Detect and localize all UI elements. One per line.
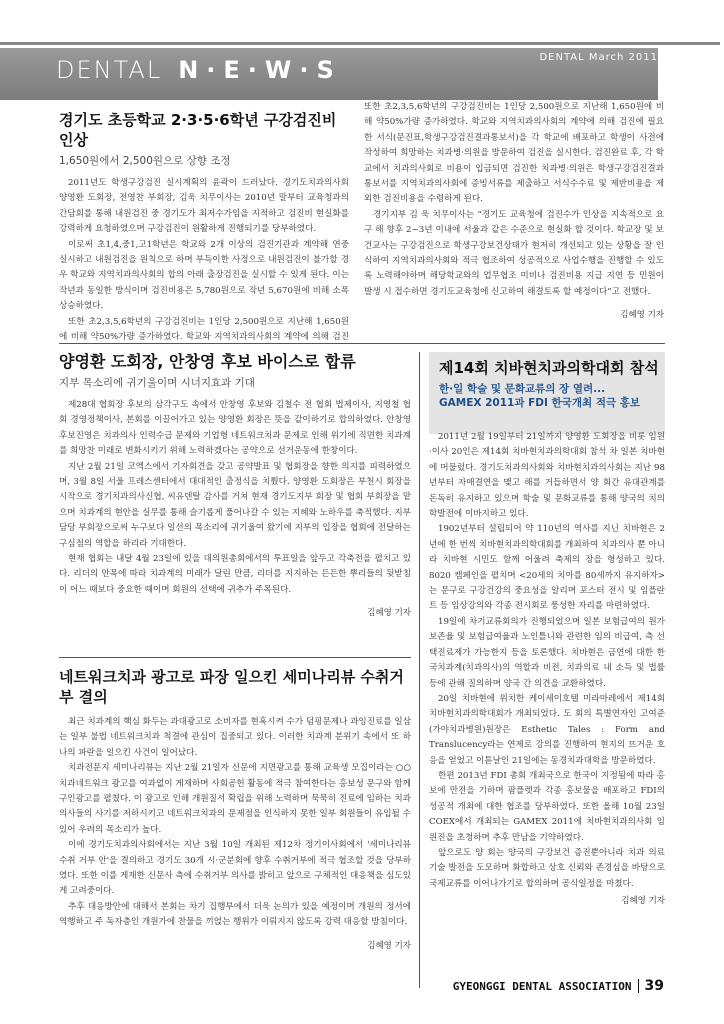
header-top-line — [0, 42, 720, 45]
article-4-paragraph: 앞으로도 양 회는 양국의 구강보건 증진뿐아니라 치과 의료 기술 발전을 도모하며 화합하고 상호 신뢰와 존경심을 바탕으로 국제교류를 이어나가기로 합의하며 공식일정을 마쳤다. — [429, 847, 665, 889]
article-4-title: 제14회 치바현치과의학대회 참석 — [439, 359, 659, 377]
article-2-body — [59, 398, 411, 598]
article-4-paragraph: 19일에 차기교류회의가 진행되었으며 일본 보험급여의 원가보존율 및 보험급여율과 노인틀니와 관련한 임의 비급여, 측 선택진료제가 가능한지 등을 토론했다. 치바현은 금연에 대한 한국치과계(치과의사)의 역할과 비전, 치과의료 내 소득 및 법률 등에 관해 질의하며 양국 간 의견을 교환하였다. — [429, 616, 665, 689]
article-2-title: 양영환 도회장, 안창영 후보 바이스로 합류 — [59, 352, 356, 371]
section-divider — [59, 657, 411, 658]
article-3-paragraph: 최근 치과계의 핵심 화두는 과대광고로 소비자를 현혹시켜 수가 덤핑문제나 과잉진료를 일삼는 일부 불법 네트워크치과 척결에 관심이 집중되고 있다. 이러한 치과계 분위기 속에서 또 하나의 파란을 일으킨 사건이 일어났다. — [59, 717, 411, 758]
article-4-subtitle-line-2: GAMEX 2011과 FDI 한국개최 적극 홍보 — [439, 397, 641, 409]
article-4-paragraph: 1902년부터 설립되어 약 110년의 역사를 지닌 치바현은 2년에 한 번씩 치바현치과의학대회를 개최하여 치과의사 뿐 아니라 치바현 시민도 함께 어울려 축제의 장을 형성하고 있다. 8020 캠페인을 펼치며 <20세의 치아를 80세까지 유지하자>는 문구로 구강건강의 중요성을 알리며 포스터 전시 및 임플란트 등 임상강의와 각종 전시회로 풍성한 자리를 마련하였다. — [429, 524, 665, 612]
masthead-news: N·E·W·S — [178, 56, 342, 84]
article-2-subtitle: 지부 목소리에 귀기울이며 시너지효과 기대 — [59, 377, 255, 389]
article-4-body — [429, 430, 665, 892]
article-3 — [59, 667, 411, 951]
article-2 — [59, 352, 411, 618]
article-2-paragraph: 현재 협회는 내달 4월 23일에 있을 대의원총회에서의 투표일을 앞두고 각축전을 펼치고 있다. 리더의 안목에 따라 치과계의 미래가 달린 만큼, 리더를 지지하는 든든한 뿌리들의 뒷받침이 어느 때보다 중요한 때이며 회원의 선택에 귀추가 주목된다. — [59, 554, 411, 595]
article-4-paragraph: 한편 2013년 FDI 총회 개최국으로 한국이 지정됨에 따라 홍보에 만전을 기하며 팜플렛과 각종 홍보물을 배포하고 FDI의 성공적 개최에 대한 협조를 당부하였다. 또한 올해 10월 23일 COEX에서 개최되는 GAMEX 2011에 치바현치과의사회 임원진을 초청하며 추후 만남을 기약하였다. — [429, 770, 665, 843]
article-2-paragraph: 지난 2월 21일 코엑스에서 기자회견을 갖고 공약발표 및 협회장을 향한 의지를 피력하였으며, 3월 8일 서울 프레스센터에서 대대적인 출정식을 치뤘다. 양영환 도회장은 부천시 회장을 시작으로 경기치과의사신협, 씨유덴탈 감사를 거쳐 현재 경기도지부 회장 및 협회 부회장을 맡으며 치과계의 현안을 실무를 통해 슬기롭게 풀어나갈 수 있는 지혜와 노하우를 축적했다. 지부담당 부회장으로써 누구보다 일선의 목소리에 귀기울여 왔기에 지부의 입장을 협회에 전달하는 구심점의 역할을 하리라 기대한다. — [59, 461, 411, 549]
article-1 — [59, 100, 349, 345]
article-1-body — [59, 176, 349, 345]
article-1-byline: 김혜영 기자 — [620, 310, 664, 321]
issue-label: DENTAL March 2011 — [539, 52, 658, 63]
footer-association: GYEONGGI DENTAL ASSOCIATION — [452, 979, 632, 993]
page-number: 39 — [644, 978, 664, 994]
masthead — [56, 56, 342, 96]
article-3-paragraph: 이에 경기도치과의사회에서는 지난 3월 10일 개최된 제12차 정기이사회에서 '세미나리뷰 수취 거부 안'을 결의하고 경기도 30개 시·군분회에 향후 수취거부에 적극 협조할 것을 당부하였다. 또한 이를 게재한 신문사 측에 수취거부 의사를 밝히고 앞으로 구체적인 대응책을 심도있게 고려중이다. — [59, 840, 411, 897]
article-4 — [429, 352, 665, 906]
masthead-dental: DENTAL — [56, 56, 163, 84]
section-divider — [59, 343, 665, 344]
article-3-paragraph: 추후 대응방안에 대해서 본회는 차기 집행부에서 더욱 논의가 있을 예정이며 개원의 정서에 역행하고 주 독자층인 개원가에 찬물을 끼얹는 행위가 이뤄지지 않도록 강력 대응할 방침이다. — [59, 901, 411, 928]
article-1-paragraph: 2011년도 학생구강검진 실시계획의 윤곽이 드러났다. 경기도치과의사회 양영환 도회장, 전영찬 부회장, 김욱 치무이사는 2010년 말부터 교육청과의 간담회를 통해 내원검진 중 경기도가 최저수가임을 지적하고 검진비 현실화를 강력하게 요청하였으며 구강검진이 원활하게 진행되기를 당부하였다. — [59, 178, 349, 235]
article-1-title: 경기도 초등학교 2·3·5·6학년 구강검진비 인상 — [59, 111, 337, 149]
article-3-byline: 김혜영 기자 — [367, 940, 411, 951]
article-2-byline: 김혜영 기자 — [367, 608, 411, 619]
article-3-title: 네트워크치과 광고로 파장 일으킨 세미나리뷰 수취거부 결의 — [59, 668, 404, 706]
footer-separator — [638, 979, 639, 993]
article-1-paragraph: 또한 초2,3,5,6학년의 구강검진비는 1인당 2,500원으로 지난해 1,650원에 비해 약50%가량 증가하였다. 학교와 지역치과의사회의 계약에 의해 검진에 필요한 서식(문진표,학생구강검진결과통보서)을 각 학교에 배포하고 학생이 사전에 작성하여 희망하는 치과병·의원을 방문하여 검진을 실시한다. 검진완료 후, 각 학교에서 치과의사회로 비용이 입금되면 검진한 치과병·의원은 학생구강검진결과통보서를 지역치과의사회에 증빙서류를 제출하고 서식수수료 및 제반비용을 제외한 검진비용을 수령하게 된다. — [364, 102, 664, 205]
column-divider — [419, 352, 420, 988]
article-3-paragraph: 치과전문지 세미나리뷰는 지난 2월 21일자 신문에 지면광고를 통해 교육생 모집이라는 ○○치과네트워크 광고를 여과없이 게재하며 사회공헌 활동에 적극 참여한다는 홍보성 문구와 함께 구인광고를 펼쳤다. 이 광고로 인해 개원질서 확립을 위해 노력하며 묵묵히 진료에 임하는 치과의사들의 사기를 저하시키고 네트워크치과의 문제점을 인식하지 못한 일부 회원들이 유입될 수 있어 우려의 목소리가 높다. — [59, 763, 411, 835]
article-4-subtitle-line-1: 한·일 학술 및 문화교류의 장 열려... — [439, 383, 606, 395]
article-4-paragraph: 20일 치바현에 위치한 케이세이호텔 미라마레에서 제14회 치바현치과의학대회가 개최되었다. 도 회의 특별연자인 고여준(가야치과병원)원장은 Esthetic Tales : Form and Translucency라는 연제로 강의를 진행하여 현지의 뜨거운 호응을 얻었고 이튿날인 21일에는 동경치과대학을 방문하였다. — [429, 693, 665, 766]
article-1-paragraph: 경기지부 김 욱 치무이사는 “경기도 교육청에 검진수가 인상을 지속적으로 요구 해 향후 2~3년 이내에 서울과 같은 수준으로 현실화 할 것이다. 학교장 및 보건교사는 구강검진으로 학생구강보건상태가 현저히 개선되고 있는 상황을 잘 인식하여 지역치과의사회와 적극 협조하여 성공적으로 사업수행을 진행할 수 있도록 노력해야하며 해당학교와의 업무협조 미비나 검진비용 지급 지연 등 민원이 발생 시 접수하면 경기도교육청에 신고하여 해결토록 할 예정이다”고 전했다. — [364, 209, 664, 297]
page-footer — [453, 978, 664, 994]
article-4-byline: 김혜영 기자 — [621, 896, 665, 907]
article-1-continued — [364, 100, 664, 320]
article-1-paragraph: 또한 초2,3,5,6학년의 구강검진비는 1인당 2,500원으로 지난해 1,650원에 비해 약50%가량 증가하였다. 학교와 지역치과의사회의 계약에 의해 검진 — [59, 316, 349, 343]
header-right-block — [658, 48, 724, 100]
article-1-subtitle: 1,650원에서 2,500원으로 상향 조정 — [59, 155, 231, 167]
article-1-paragraph: 이로써 초1,4,중1,고1학년은 학교와 2개 이상의 검진기관과 계약해 연중 실시하고 내원검진을 원칙으로 하며 부득이한 사정으로 내원검진이 불가할 경우 학교와 지역치과의사회의 합의 아래 출장검진을 실시할 수 있게 된다. 이는 작년과 동일한 방식이며 검진비용은 5,780원으로 작년 5,670원에 비해 소폭 상승하였다. — [59, 239, 349, 312]
article-2-paragraph: 제28대 협회장 후보의 삼각구도 속에서 안창영 후보와 김철수 전 협회 법제이사, 지영철 협회 경영정책이사, 본회를 이끌어가고 있는 양영환 회장은 뜻을 같이하기로 합의하였다. 안창영 후보진영은 치과의사 인력수급 문제와 기업형 네트워크치과 문제로 인해 위기에 직면한 치과계를 희망찬 미래로 변화시키기 위해 노력하겠다는 공약으로 선거운동에 한창이다. — [59, 400, 411, 457]
article-4-paragraph: 2011년 2월 19일부터 21일까지 양영환 도회장을 비롯 임원·이사 20인은 제14회 치바현치과의학대회 참석 차 일본 치바현에 머물렀다. 경기도치과의사회와 치바현치과의사회는 지난 98년부터 자매결연을 맺고 해를 거듭하면서 양 회간 유대관계를 돈독히 유지하고 있으며 학술 및 문화교류를 통해 양국의 치의학발전에 이바지하고 있다. — [429, 432, 665, 520]
article-3-body — [59, 715, 411, 931]
